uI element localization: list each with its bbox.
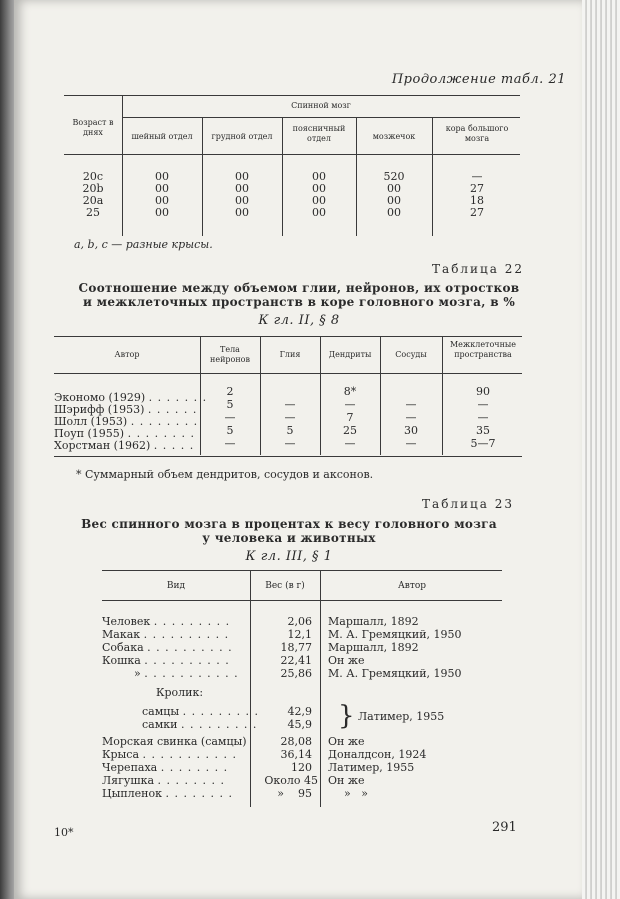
table-cell: 5 — [226, 398, 234, 411]
table-cell: 00 — [387, 194, 401, 207]
table23-number: Таблица 23 — [422, 497, 514, 511]
table21-header-col: шейный отдел — [131, 132, 193, 141]
table22-header: Тела нейронов — [210, 345, 250, 364]
table21-header-col: мозжечок — [372, 132, 416, 141]
table22-header: Автор — [114, 350, 140, 359]
table22-header: Глия — [279, 350, 301, 359]
table-cell: 00 — [235, 170, 249, 183]
table-cell: 25 — [343, 424, 357, 437]
table-cell: Цыпленок . . . . . . . . — [102, 787, 233, 800]
table-cell: — — [284, 411, 296, 424]
table22-ref: К гл. II, § 8 — [258, 313, 340, 328]
table-cell: Шолл (1953) . . . . . . . . — [54, 415, 199, 428]
table-cell: 42,9 — [287, 705, 312, 718]
table-cell: Шэрифф (1953) . . . . . . — [54, 403, 198, 416]
table21-header-col: поясничный отдел — [292, 124, 346, 143]
continuation-label: Продолжение табл. 21 — [391, 72, 566, 87]
table-cell: Собака . . . . . . . . . . — [102, 641, 233, 654]
table21-header-group: Спинной мозг — [291, 101, 351, 110]
table-cell: 5 — [286, 424, 294, 437]
table-cell: — — [405, 411, 417, 424]
table-cell: » » — [344, 787, 368, 800]
table-cell: 00 — [312, 182, 326, 195]
table23-ref: К гл. III, § 1 — [245, 549, 333, 564]
table22-header: Дендриты — [328, 350, 372, 359]
table21-header-col: грудной отдел — [211, 132, 273, 141]
table-cell: 00 — [155, 182, 169, 195]
table-cell: 35 — [476, 424, 490, 437]
book-page — [14, 0, 582, 899]
table-cell: 20a — [82, 194, 104, 207]
table-cell: 90 — [476, 385, 490, 398]
table-cell: Крыса . . . . . . . . . . . — [102, 748, 237, 761]
table22-header: Межклеточные пространства — [449, 340, 517, 359]
table-cell: » . . . . . . . . . . . — [134, 667, 239, 680]
table-cell: Лягушка . . . . . . . . — [102, 774, 225, 787]
table-cell: 20c — [82, 170, 104, 183]
table21-header-age: Возраст в днях — [72, 118, 114, 137]
table-cell: Латимер, 1955 — [328, 761, 415, 774]
table23-title-line1: Вес спинного мозга в процентах к весу головного мозга — [81, 517, 497, 531]
table-cell: — — [224, 411, 236, 424]
table-cell: Экономо (1929) . . . . . . . — [54, 391, 208, 404]
table-cell: Он же — [328, 774, 365, 787]
table-cell: Около 45 — [264, 774, 318, 787]
table-cell: самцы . . . . . . . . . — [142, 705, 260, 718]
printer-signature: 10* — [54, 826, 74, 839]
table-cell: 5 — [226, 424, 234, 437]
table-cell: » 95 — [277, 787, 312, 800]
table-cell: 00 — [235, 182, 249, 195]
table22-number: Таблица 22 — [432, 262, 524, 276]
table-cell: Он же — [328, 735, 365, 748]
table-cell: М. А. Гремяцкий, 1950 — [328, 628, 462, 641]
table-cell: 30 — [404, 424, 418, 437]
table-cell: Латимер, 1955 — [358, 710, 445, 723]
table-cell: — — [284, 437, 296, 450]
table-cell: 00 — [235, 206, 249, 219]
table-cell: 22,41 — [280, 654, 312, 667]
table-cell: Он же — [328, 654, 365, 667]
table22-header: Сосуды — [395, 350, 427, 359]
table-cell: 00 — [312, 194, 326, 207]
table-cell: 12,1 — [287, 628, 312, 641]
table-cell: Макак . . . . . . . . . . — [102, 628, 230, 641]
table-cell: 2 — [226, 385, 234, 398]
table-cell: 27 — [470, 182, 484, 195]
table-cell: 7 — [346, 411, 354, 424]
page-number: 291 — [492, 820, 517, 835]
table-cell: Поуп (1955) . . . . . . . . — [54, 427, 196, 440]
table-cell: — — [344, 398, 356, 411]
table-cell: 00 — [155, 194, 169, 207]
table-cell: 00 — [235, 194, 249, 207]
table-cell: 18,77 — [280, 641, 312, 654]
table-cell: 00 — [387, 206, 401, 219]
table23-header: Автор — [397, 581, 427, 591]
table23-title-line2: у человека и животных — [202, 531, 376, 545]
table-cell: 00 — [312, 206, 326, 219]
table-cell: 8* — [343, 385, 357, 398]
table-cell: самки . . . . . . . . . — [142, 718, 258, 731]
table-cell: 25 — [86, 206, 100, 219]
table-cell: — — [405, 437, 417, 450]
table-cell: 00 — [387, 182, 401, 195]
table-cell: 00 — [312, 170, 326, 183]
table-cell: 28,08 — [280, 735, 312, 748]
table-cell: 45,9 — [287, 718, 312, 731]
table22-title-line1: Соотношение между объемом глии, нейронов, их отростков — [78, 281, 520, 295]
table-cell: — — [471, 170, 483, 183]
table-cell: Хорстман (1962) . . . . . — [54, 439, 195, 452]
table23-subgroup-label: Кролик: — [156, 686, 204, 699]
table-cell: — — [477, 398, 489, 411]
table-cell: 120 — [291, 761, 312, 774]
page-edges — [582, 0, 620, 899]
table23-header: Вес (в г) — [265, 581, 305, 591]
table-cell: 25,86 — [280, 667, 312, 680]
table-cell: 20b — [82, 182, 104, 195]
table-cell: Маршалл, 1892 — [328, 615, 419, 628]
table-cell: 00 — [155, 170, 169, 183]
table23-header: Вид — [166, 581, 186, 591]
table-cell: Морская свинка (самцы) — [102, 735, 247, 748]
table-cell: Маршалл, 1892 — [328, 641, 419, 654]
table-cell: — — [284, 398, 296, 411]
table-cell: Доналдсон, 1924 — [328, 748, 427, 761]
table-cell: — — [344, 437, 356, 450]
table22-note: * Суммарный объем дендритов, сосудов и аксонов. — [76, 468, 374, 481]
table21-note: a, b, c — разные крысы. — [74, 238, 213, 251]
table-cell: Человек . . . . . . . . . — [102, 615, 231, 628]
table-cell: М. А. Гремяцкий, 1950 — [328, 667, 462, 680]
table-cell: — — [405, 398, 417, 411]
table-cell: 520 — [383, 170, 405, 183]
table-cell: 00 — [155, 206, 169, 219]
table-cell: 18 — [470, 194, 484, 207]
table22-title-line2: и межклеточных пространств в коре головного мозга, в % — [82, 295, 516, 309]
table-cell: — — [224, 437, 236, 450]
table-cell: 2,06 — [287, 615, 312, 628]
brace-icon: } — [338, 701, 355, 731]
table-cell: Кошка . . . . . . . . . . — [102, 654, 230, 667]
table-cell: Черепаха . . . . . . . . — [102, 761, 229, 774]
table-cell: 36,14 — [280, 748, 312, 761]
table-cell: — — [477, 411, 489, 424]
table-cell: 5—7 — [470, 437, 496, 450]
table-cell: 27 — [470, 206, 484, 219]
table21-header-col: кора большого мозга — [445, 124, 509, 143]
